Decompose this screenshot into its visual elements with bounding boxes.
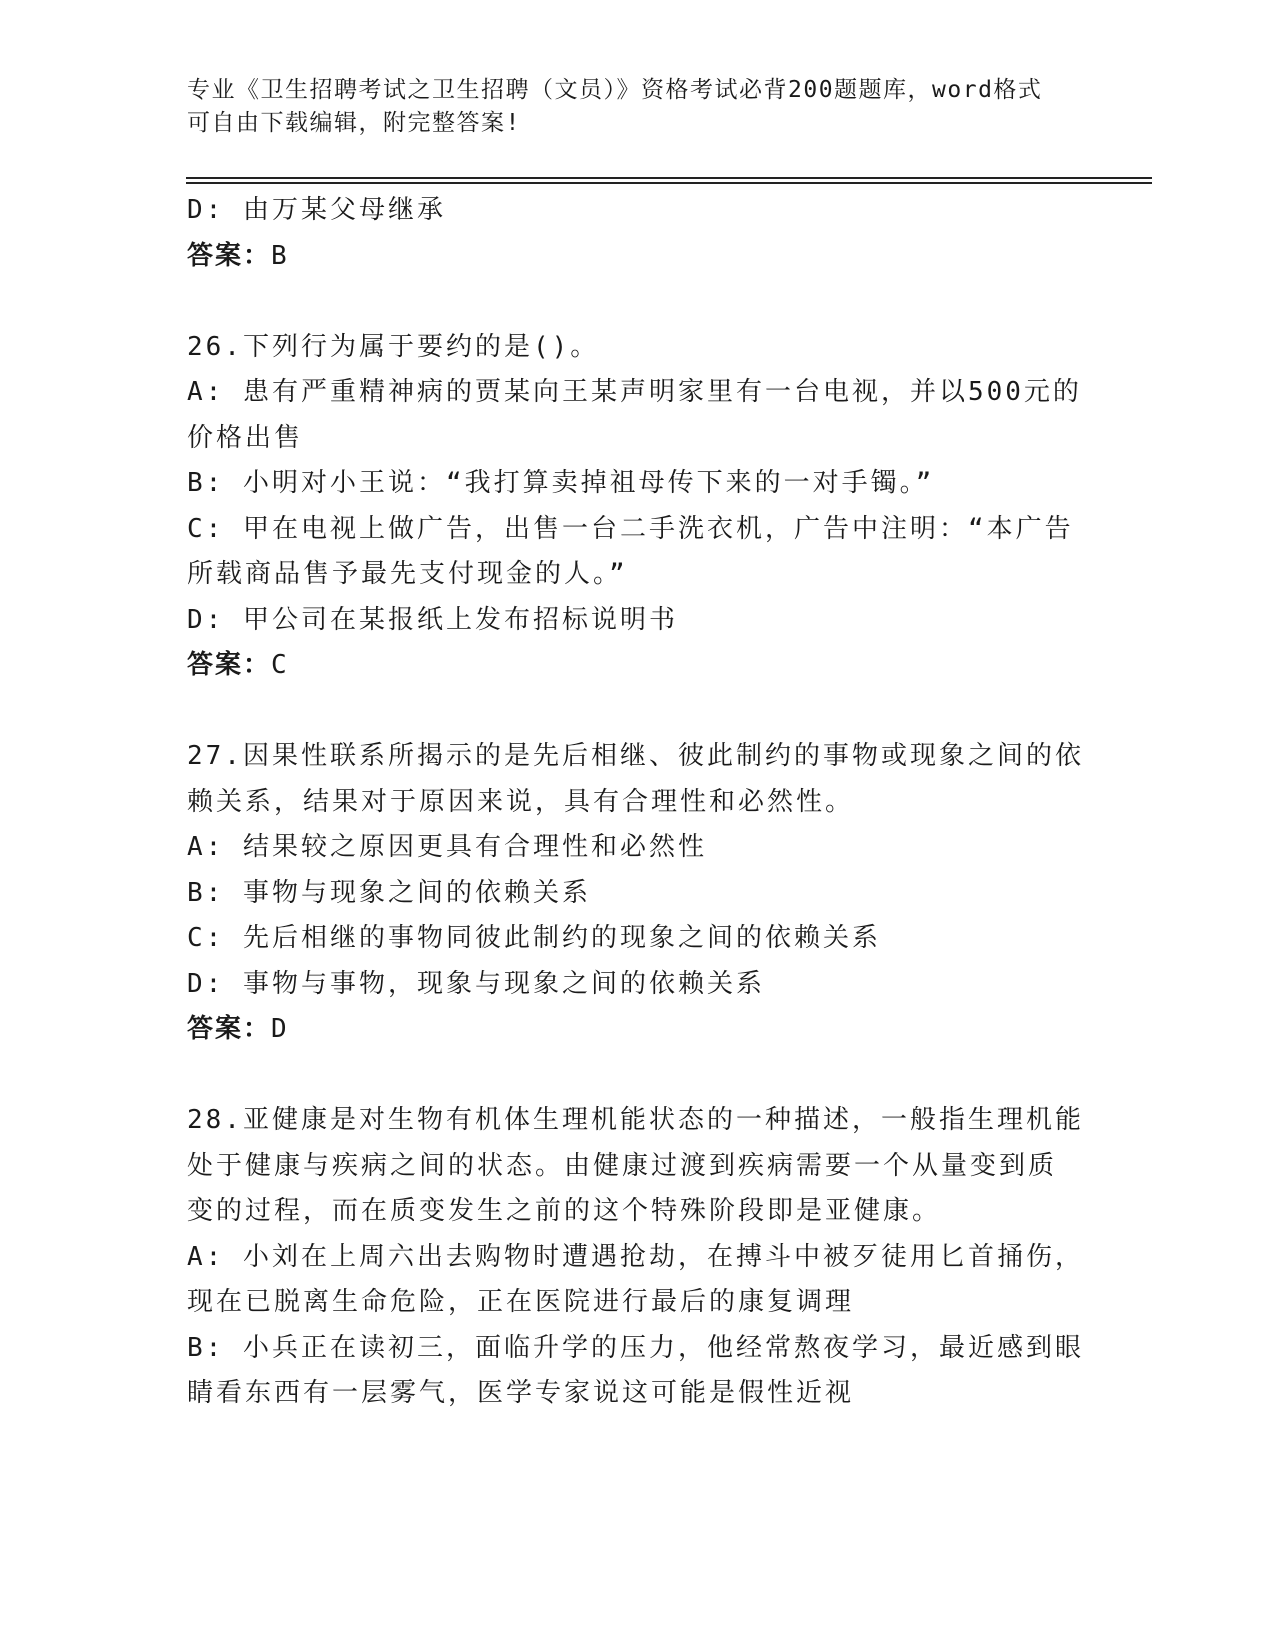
q27-option-d: D: 事物与事物，现象与现象之间的依赖关系 [187,968,765,999]
q28-option-a-line-1: A: 小刘在上周六出去购物时遭遇抢劫，在搏斗中被歹徒用匕首捅伤， [187,1241,1084,1272]
page-header [187,74,1067,140]
q26-option-b: B: 小明对小王说：“我打算卖掉祖母传下来的一对手镯。” [187,468,935,498]
header-divider-top [186,177,1152,179]
q26-option-a-line-2: 价格出售 [187,422,304,453]
q25-answer [187,234,1087,280]
q28-option-b-line-2: 睛看东西有一层雾气，医学专家说这可能是假性近视 [187,1378,855,1408]
q27-option-a: A: 结果较之原因更具有合理性和必然性 [187,832,707,862]
q28-stem-line-2: 处于健康与疾病之间的状态。由健康过渡到疾病需要一个从量变到质 [187,1150,1058,1181]
q26-option-d: D: 甲公司在某报纸上发布招标说明书 [187,604,678,635]
q27-stem-line-1: 27.因果性联系所揭示的是先后相继、彼此制约的事物或现象之间的依 [187,741,1084,771]
answer-label: 答案： [187,240,272,271]
q25-option-d: D: 由万某父母继承 [187,195,446,225]
q27-stem-line-2: 赖关系，结果对于原因来说，具有合理性和必然性。 [187,786,855,817]
answer-value: C [271,650,289,680]
q28-option-a-line-2: 现在已脱离生命危险，正在医院进行最后的康复调理 [187,1287,855,1317]
question-content [187,188,1087,1417]
q27-option-b: B: 事物与现象之间的依赖关系 [187,877,591,908]
q26-option-c-line-1: C: 甲在电视上做广告，出售一台二手洗衣机，广告中注明：“本广告 [187,513,1074,544]
q26-option-a-line-1: A: 患有严重精神病的贾某向王某声明家里有一台电视，并以500元的 [187,377,1082,407]
spacer [187,1053,1087,1099]
spacer [187,279,1087,325]
answer-label: 答案： [187,650,272,680]
q28-stem-line-1: 28.亚健康是对生物有机体生理机能状态的一种描述，一般指生理机能 [187,1105,1084,1135]
q26-option-c-line-2: 所载商品售予最先支付现金的人。” [187,559,628,589]
q27-answer [187,1007,1087,1053]
header-line-1: 专业《卫生招聘考试之卫生招聘（文员）》资格考试必背200题题库，word格式 [187,77,1043,103]
answer-label: 答案： [187,1014,272,1044]
spacer [187,689,1087,735]
q27-option-c: C: 先后相继的事物同彼此制约的现象之间的依赖关系 [187,923,881,953]
q28-option-b-line-1: B: 小兵正在读初三，面临升学的压力，他经常熬夜学习，最近感到眼 [187,1332,1084,1363]
q26-answer [187,643,1087,689]
header-divider-bottom [186,182,1152,184]
header-line-2: 可自由下载编辑，附完整答案! [187,110,521,136]
q28-stem-line-3: 变的过程，而在质变发生之前的这个特殊阶段即是亚健康。 [187,1196,942,1226]
q26-stem: 26.下列行为属于要约的是()。 [187,331,600,362]
answer-value: D [271,1014,289,1044]
answer-value: B [271,240,289,271]
